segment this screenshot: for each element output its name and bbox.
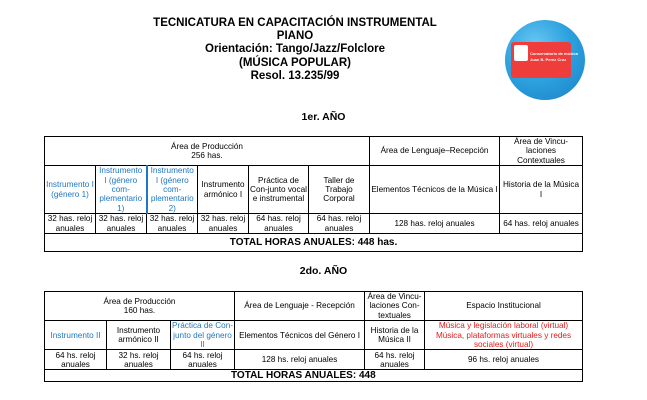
- year1-subject: Instrumento I (género com-plementario 1): [96, 166, 147, 214]
- year1-subject: Taller de Trabajo Corporal: [309, 166, 370, 214]
- year2-hours: 96 hs. reloj anuales: [425, 350, 583, 370]
- genre-title: (MÚSICA POPULAR): [238, 56, 351, 69]
- year2-subject: Historia de la Música II: [365, 321, 425, 350]
- orientation-title: Orientación: Tango/Jazz/Folclore: [205, 43, 385, 56]
- year1-subject: Instrumento armónico I: [198, 166, 249, 214]
- year2-hours: 64 hs. reloj anuales: [171, 350, 235, 370]
- year1-hours: 32 has. reloj anuales: [45, 214, 96, 234]
- year2-subject: Música y legislación laboral (virtual) Música, plataformas virtuales y redes sociales (virtual): [425, 321, 583, 350]
- year2-area-produccion-hours: 160 has.: [123, 306, 156, 316]
- instrument-title: PIANO: [276, 30, 314, 43]
- program-title: TECNICATURA EN CAPACITACIÓN INSTRUMENTAL: [153, 17, 437, 29]
- year1-hours: 64 has. reloj anuales: [500, 214, 583, 234]
- year2-title: 2do. AÑO: [299, 265, 348, 277]
- year1-area-produccion-label: Área de Producción: [171, 141, 243, 151]
- conservatory-logo: [505, 20, 585, 100]
- year1-subject: Elementos Técnicos de la Música I: [370, 166, 500, 214]
- year1-subject: Instrumento I (género 1): [45, 166, 96, 214]
- year2-area-produccion: [45, 292, 235, 321]
- year2-subject: Elementos Técnicos del Género I: [235, 321, 365, 350]
- year1-subject: Instrumento I (género com-plementario 2): [147, 166, 198, 214]
- year2-area-lenguaje: Área de Lenguaje - Recepción: [235, 292, 365, 321]
- year2-hours: 64 hs. reloj anuales: [45, 350, 107, 370]
- year1-subject: Práctica de Con-junto vocal e instrumental: [249, 166, 309, 214]
- year2-subject: Práctica de Con-junto del género II: [172, 321, 233, 350]
- year2-hours: 64 hs. reloj anuales: [365, 350, 425, 370]
- year1-area-produccion: [45, 137, 370, 166]
- year1-area-vinculaciones: Área de Vincu-laciones Contextuales: [500, 137, 583, 166]
- resolution-title: Resol. 13.235/99: [250, 69, 340, 82]
- year2-espacio-institucional: Espacio Institucional: [425, 292, 583, 321]
- year1-hours: 128 has. reloj anuales: [370, 214, 500, 234]
- logo-line-2: Juan B. Perez Cruz: [530, 57, 567, 62]
- year1-table: [44, 136, 583, 252]
- year2-subject: Instrumento II: [45, 321, 107, 350]
- year1-hours: 64 has. reloj anuales: [249, 214, 309, 234]
- year1-subject: Historia de la Música I: [500, 166, 583, 214]
- logo-banner: [511, 42, 578, 78]
- year2-subject: Instrumento armónico II: [107, 321, 171, 350]
- year1-total: TOTAL HORAS ANUALES: 448 has.: [45, 234, 583, 252]
- year1-hours: 32 has. reloj anuales: [96, 214, 147, 234]
- logo-line-1: Conservatorio de música: [530, 51, 578, 56]
- year1-area-lenguaje: Área de Lenguaje–Recepción: [370, 137, 500, 166]
- year2-area-produccion-label: Área de Producción: [103, 296, 176, 306]
- year2-hours: 32 hs. reloj anuales: [107, 350, 171, 370]
- year2-hours: 128 hs. reloj anuales: [235, 350, 365, 370]
- year1-area-produccion-hours: 256 has.: [191, 151, 223, 161]
- logo-badge-icon: [514, 45, 528, 61]
- year2-table: [44, 291, 583, 382]
- document-header: [90, 17, 500, 83]
- year1-hours: 32 has. reloj anuales: [147, 214, 198, 234]
- year2-area-vinculaciones: Área de Vincu-laciones Con-textuales: [365, 292, 425, 321]
- year1-title: 1er. AÑO: [301, 111, 346, 123]
- year1-hours: 32 has. reloj anuales: [198, 214, 249, 234]
- year2-total: TOTAL HORAS ANUALES: 448: [45, 370, 583, 382]
- year1-hours: 64 has. reloj anuales: [309, 214, 370, 234]
